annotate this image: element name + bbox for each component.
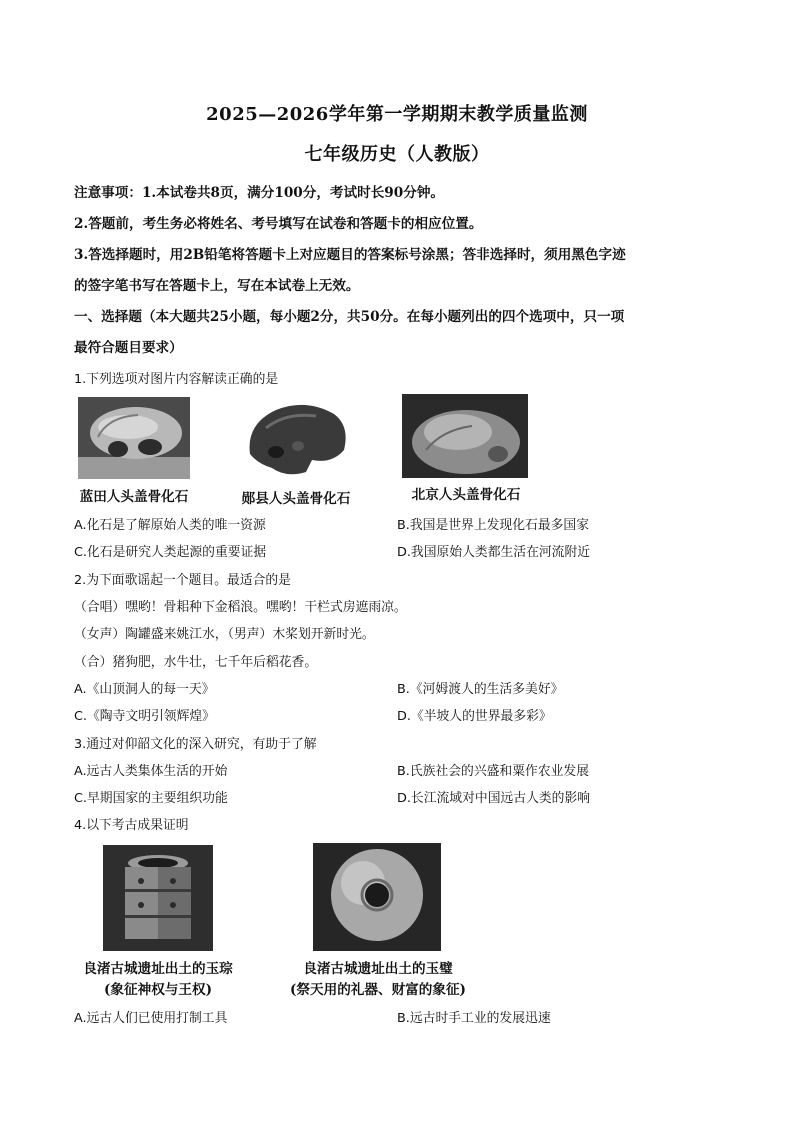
q2-stem: 2.为下面歌谣起一个题目。最适合的是: [74, 573, 291, 588]
q3-option-d: D.长江流域对中国远古人类的影响: [397, 791, 591, 806]
notes-line-3: 3.答选择题时，用2B铅笔将答题卡上对应题目的答案标号涂黑；答非选择时，须用黑色字迹: [74, 247, 626, 263]
q2-option-a: A.《山顶洞人的每一天》: [74, 682, 215, 697]
q1-option-c: C.化石是研究人类起源的重要证据: [74, 545, 267, 560]
q3-option-a: A.远古人类集体生活的开始: [74, 764, 228, 779]
jade-cong-photo: [103, 845, 213, 951]
yunxian-skull-photo: [236, 394, 356, 480]
notes-line-4: 的签字笔书写在答题卡上，写在本试卷上无效。: [74, 278, 360, 294]
q2-lyric-2: （女声）陶罐盛来姚江水，（男声）木桨划开新时光。: [74, 627, 375, 642]
q4-option-b: B.远古时手工业的发展迅速: [397, 1011, 551, 1026]
q4-caption-1-line-2: (象征神权与王权): [103, 982, 213, 998]
q4-option-a: A.远古人们已使用打制工具: [74, 1011, 228, 1026]
q1-option-b: B.我国是世界上发现化石最多国家: [397, 518, 590, 533]
q4-caption-2-line-1: 良渚古城遗址出土的玉璧: [303, 961, 453, 977]
peking-man-skull-photo: [402, 394, 528, 478]
lantian-skull-photo: [78, 397, 190, 479]
q2-option-b: B.《河姆渡人的生活多美好》: [397, 682, 564, 697]
q4-caption-1-line-1: 良渚古城遗址出土的玉琮: [83, 961, 233, 977]
q1-stem: 1.下列选项对图片内容解读正确的是: [74, 372, 279, 387]
section-heading-line-1: 一、选择题（本大题共25小题，每小题2分，共50分。在每小题列出的四个选项中，只一项: [74, 309, 625, 325]
q1-caption-3: 北京人头盖骨化石: [411, 487, 521, 503]
notes-line-1: 注意事项：1.本试卷共8页，满分100分，考试时长90分钟。: [74, 185, 445, 201]
q2-lyric-1: （合唱）嘿哟！骨耜种下金稻浪。嘿哟！干栏式房遮雨凉。: [74, 600, 407, 615]
q1-option-a: A.化石是了解原始人类的唯一资源: [74, 518, 266, 533]
q3-stem: 3.通过对仰韶文化的深入研究，有助于了解: [74, 737, 317, 752]
exam-title: 2025—2026学年第一学期期末教学质量监测: [206, 104, 588, 125]
q2-lyric-3: （合）猪狗肥，水牛壮，七千年后稻花香。: [74, 655, 318, 670]
exam-subtitle: 七年级历史（人教版）: [304, 144, 490, 165]
jade-bi-photo: [313, 843, 441, 951]
q1-caption-2: 郧县人头盖骨化石: [241, 491, 351, 507]
q3-option-c: C.早期国家的主要组织功能: [74, 791, 228, 806]
section-heading-line-2: 最符合题目要求）: [74, 340, 183, 356]
q3-option-b: B.氏族社会的兴盛和粟作农业发展: [397, 764, 590, 779]
notes-line-2: 2.答题前，考生务必将姓名、考号填写在试卷和答题卡的相应位置。: [74, 216, 483, 232]
q1-caption-1: 蓝田人头盖骨化石: [79, 489, 189, 505]
q4-stem: 4.以下考古成果证明: [74, 818, 189, 833]
q4-caption-2-line-2: (祭天用的礼器、财富的象征): [290, 982, 466, 998]
q2-option-d: D.《半坡人的世界最多彩》: [397, 709, 552, 724]
q2-option-c: C.《陶寺文明引领辉煌》: [74, 709, 215, 724]
q1-option-d: D.我国原始人类都生活在河流附近: [397, 545, 591, 560]
